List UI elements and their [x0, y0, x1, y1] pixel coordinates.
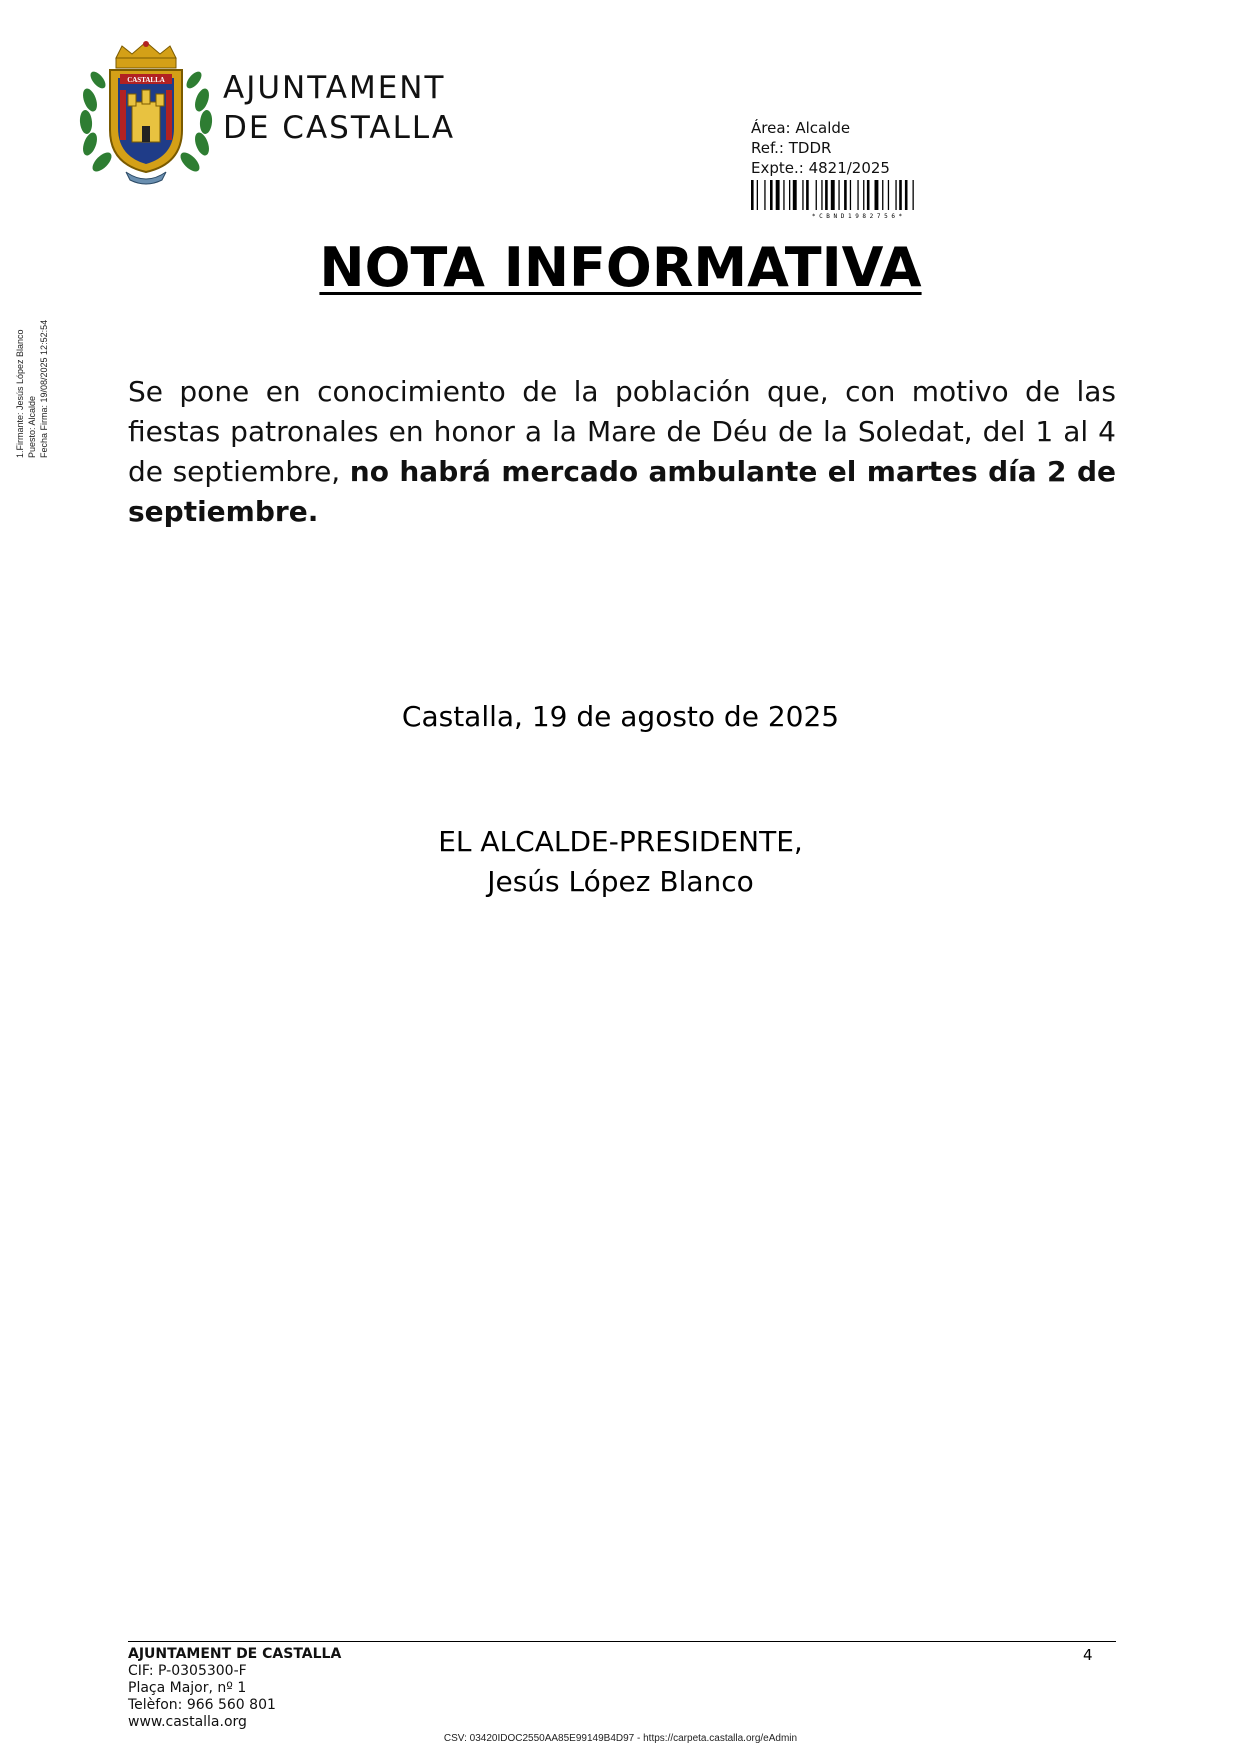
meta-area: Área: Alcalde — [751, 119, 851, 137]
signer-name: Jesús López Blanco — [487, 865, 754, 898]
meta-reference: Ref.: TDDR — [751, 139, 832, 157]
barcode — [750, 180, 964, 220]
org-name-line-1: AJUNTAMENT — [223, 70, 446, 106]
footer-cif: CIF: P-0305300-F — [128, 1663, 247, 1679]
signature-date: Fecha Firma: 19/08/2025 12:52:54 — [39, 319, 49, 458]
notice-body — [128, 372, 1116, 532]
barcode-caption: * C B N D 1 9 8 2 7 5 6 * — [811, 213, 903, 220]
footer-org-name: AJUNTAMENT DE CASTALLA — [128, 1646, 342, 1662]
footer-phone: Telèfon: 966 560 801 — [128, 1697, 276, 1713]
page-number: 4 — [1083, 1646, 1093, 1664]
municipal-crest-logo — [76, 40, 216, 185]
signature-position: Puesto: Alcalde — [27, 395, 37, 458]
crest-text: CASTALLA — [127, 76, 165, 84]
document-title: NOTA INFORMATIVA — [319, 236, 922, 299]
place-and-date: Castalla, 19 de agosto de 2025 — [401, 700, 840, 733]
org-name-line-2: DE CASTALLA — [223, 110, 456, 146]
footer-csv-code: CSV: 03420IDOC2550AA85E99149B4D97 - https://carpeta.castalla.org/eAdmin — [443, 1733, 798, 1744]
signer-title: EL ALCALDE-PRESIDENTE, — [438, 825, 803, 858]
footer-divider — [128, 1641, 1116, 1642]
signature-signer: 1.Firmante: Jesús López Blanco — [15, 329, 25, 458]
footer-address: Plaça Major, nº 1 — [128, 1680, 247, 1696]
meta-expediente: Expte.: 4821/2025 — [751, 159, 890, 177]
electronic-signature-stamp — [14, 288, 50, 458]
notice-body-highlight: no habrá mercado ambulante el martes día 2 de septiembre. — [128, 455, 1116, 528]
notice-body-text: Se pone en conocimiento de la población que, con motivo de las fiestas patronales en honor a la Mare de Déu de la Soledat, del 1 al 4 de septiembre, — [128, 375, 1116, 488]
footer-website: www.castalla.org — [128, 1714, 247, 1730]
